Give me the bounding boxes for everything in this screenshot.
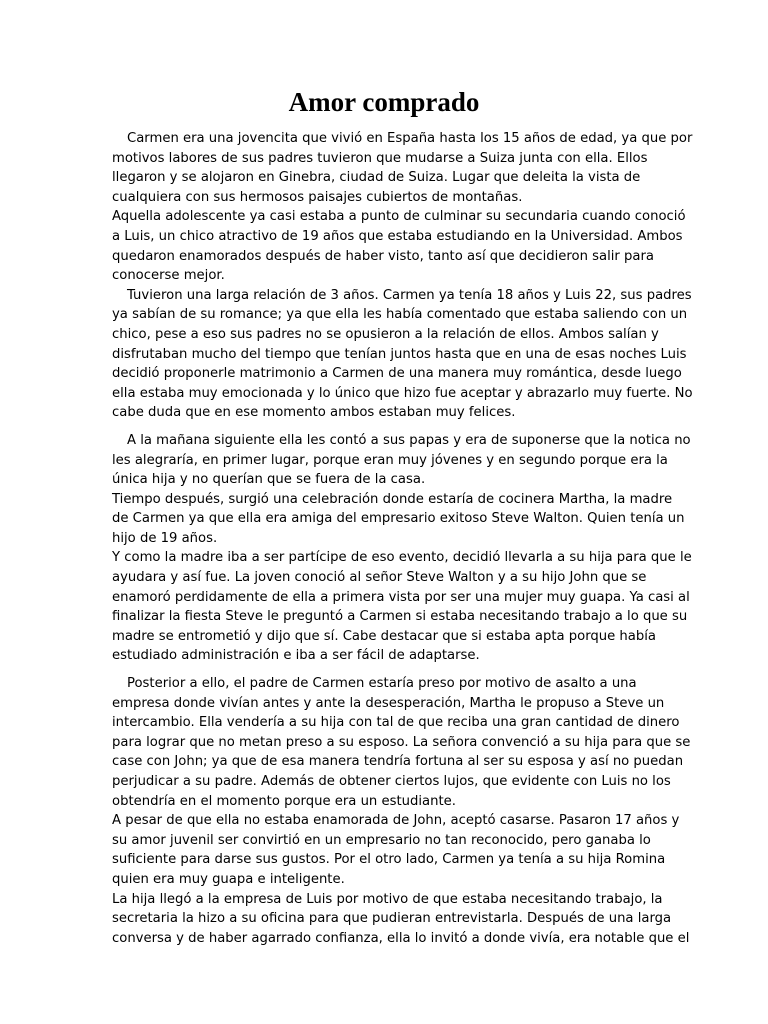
- text-line: estudiado administración e iba a ser fácil de adaptarse.: [112, 648, 480, 664]
- paragraph: [112, 890, 690, 949]
- text-line: conocerse mejor.: [112, 268, 225, 284]
- text-line: de Carmen ya que ella era amiga del empresario exitoso Steve Walton. Quien tenía un: [112, 511, 685, 527]
- text-line: motivos labores de sus padres tuvieron que mudarse a Suiza junta con ella. Ellos: [112, 150, 648, 166]
- text-line: ya sabían de su romance; ya que ella les había comentado que estaba saliendo con un: [112, 307, 688, 323]
- text-line: perjudicar a su padre. Además de obtener ciertos lujos, que evidente con Luis no los: [112, 774, 671, 789]
- paragraph-gap: [112, 666, 660, 674]
- text-line: A pesar de que ella no estaba enamorada de John, aceptó casarse. Pasaron 17 años y: [112, 813, 680, 829]
- text-line: quedaron enamorados después de haber visto, tanto así que decidieron salir para: [112, 248, 654, 264]
- document-body: [112, 129, 693, 948]
- paragraph: [112, 490, 685, 549]
- text-line: Tuvieron una larga relación de 3 años. Carmen ya tenía 18 años y Luis 22, sus padres: [127, 287, 692, 303]
- text-line: llegaron y se alojaron en Ginebra, ciudad de Suiza. Lugar que deleita la vista de: [112, 170, 641, 186]
- text-line: Posterior a ello, el padre de Carmen estaría preso por motivo de asalto a una: [127, 676, 637, 692]
- text-line: A la mañana siguiente ella les contó a sus papas y era de suponerse que la notica no: [127, 432, 691, 448]
- text-line: Tiempo después, surgió una celebración donde estaría de cocinera Martha, la madre: [112, 491, 673, 507]
- text-line: decidió proponerle matrimonio a Carmen de una manera muy romántica, desde luego: [112, 366, 682, 382]
- text-line: cualquiera con sus hermosos paisajes cubiertos de montañas.: [112, 189, 523, 205]
- paragraph: [112, 286, 693, 423]
- text-line: disfrutaban mucho del tiempo que tenían juntos hasta que en una de esas noches Luis: [112, 346, 687, 362]
- text-line: finalizar la fiesta Steve le preguntó a Carmen si estaba necesitando trabajo a lo que su: [112, 609, 688, 625]
- text-line: chico, pese a eso sus padres no se opusieron a la relación de ellos. Ambos salían y: [112, 326, 659, 342]
- paragraph-gap: [112, 423, 660, 431]
- text-line: Carmen era una jovencita que vivió en España hasta los 15 años de edad, ya que por: [127, 131, 693, 146]
- text-line: conversa y de haber agarrado confianza, ella lo invitó a donde vivía, era notable que el: [112, 930, 690, 946]
- text-line: a Luis, un chico atractivo de 19 años que estaba estudiando en la Universidad. Ambos: [112, 228, 683, 244]
- text-line: Aquella adolescente ya casi estaba a punto de culminar su secundaria cuando conoció: [112, 209, 686, 225]
- text-line: su amor juvenil ser convirtió en un empresario no tan reconocido, pero ganaba lo: [112, 832, 651, 848]
- text-line: case con John; ya que de esa manera tendría fortuna al ser su esposa y así no puedan: [112, 754, 684, 770]
- text-line: quien era muy guapa e inteligente.: [112, 871, 345, 887]
- paragraph: [112, 129, 693, 207]
- paragraph: [112, 811, 680, 889]
- text-line: obtendría en el momento porque era un estudiante.: [112, 793, 456, 809]
- text-line: cabe duda que en ese momento ambos estaban muy felices.: [112, 405, 516, 421]
- page-title: Amor comprado: [288, 87, 480, 117]
- text-line: hijo de 19 años.: [112, 530, 218, 546]
- text-line: madre se entrometió y dijo que sí. Cabe destacar que si estaba apta porque había: [112, 628, 656, 644]
- text-line: ayudara y así fue. La joven conoció al señor Steve Walton y a su hijo John que se: [112, 570, 647, 586]
- text-line: enamoró perdidamente de ella a primera vista por ser una mujer muy guapa. Ya casi al: [112, 589, 690, 605]
- text-line: suficiente para darse sus gustos. Por el otro lado, Carmen ya tenía a su hija Romina: [112, 852, 666, 868]
- paragraph: [112, 207, 686, 285]
- paragraph: [112, 548, 692, 666]
- text-line: empresa donde vivían antes y ante la desesperación, Martha le propuso a Steve un: [112, 695, 665, 711]
- text-line: secretaria la hizo a su oficina para que pudieran entrevistarla. Después de una larga: [112, 911, 672, 927]
- text-line: les alegraría, en primer lugar, porque eran muy jóvenes y en segundo porque era la: [112, 452, 668, 468]
- paragraph: [112, 674, 691, 811]
- text-line: La hija llegó a la empresa de Luis por motivo de que estaba necesitando trabajo, la: [112, 891, 663, 907]
- text-line: única hija y no querían que se fuera de la casa.: [112, 472, 426, 488]
- paragraph: [112, 431, 691, 490]
- text-line: para lograr que no metan preso a su esposo. La señora convenció a su hija para que se: [112, 734, 691, 750]
- text-line: ella estaba muy emocionada y lo único que hizo fue aceptar y abrazarlo muy fuerte. No: [112, 385, 693, 401]
- text-line: Y como la madre iba a ser partícipe de eso evento, decidió llevarla a su hija para que le: [112, 550, 692, 566]
- text-line: intercambio. Ella vendería a su hija con tal de que reciba una gran cantidad de dinero: [112, 715, 680, 731]
